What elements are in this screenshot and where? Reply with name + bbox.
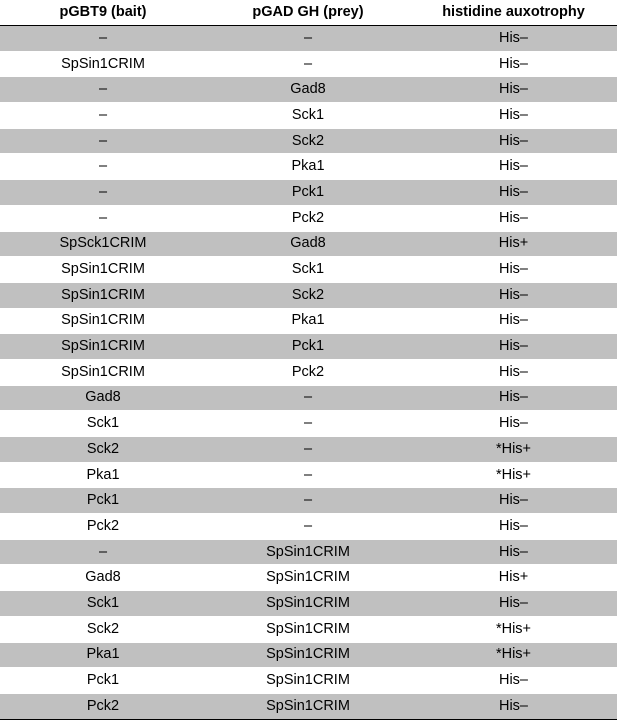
- cell-prey: Gad8: [290, 81, 326, 98]
- table-row: [0, 437, 617, 463]
- cell-prey: Sck1: [291, 261, 325, 278]
- cell-bait: –: [98, 29, 108, 46]
- table-row: [0, 565, 617, 591]
- cell-histidine-auxotrophy: His–: [498, 338, 528, 355]
- cell-prey: Gad8: [290, 235, 326, 252]
- header-bait: pGBT9 (bait): [59, 4, 147, 20]
- cell-histidine-auxotrophy: His–: [498, 543, 528, 560]
- cell-histidine-auxotrophy: His–: [498, 389, 528, 406]
- cell-bait: Sck1: [86, 594, 120, 611]
- cell-histidine-auxotrophy: His–: [498, 55, 528, 72]
- cell-histidine-auxotrophy: His–: [498, 363, 528, 380]
- table-row: [0, 232, 617, 258]
- cell-bait: Pck2: [86, 517, 120, 534]
- header-histidine-auxotrophy: histidine auxotrophy: [442, 4, 585, 20]
- cell-bait: Pck1: [86, 672, 120, 689]
- cell-histidine-auxotrophy: His–: [498, 672, 528, 689]
- cell-prey: –: [303, 29, 313, 46]
- cell-bait: SpSin1CRIM: [61, 286, 145, 303]
- table-row: [0, 77, 617, 103]
- cell-histidine-auxotrophy: His+: [498, 569, 529, 586]
- cell-prey: SpSin1CRIM: [266, 620, 350, 637]
- cell-bait: –: [98, 106, 108, 123]
- table-row: [0, 514, 617, 540]
- cell-histidine-auxotrophy: His–: [498, 697, 528, 714]
- table-row: [0, 360, 617, 386]
- table-row: [0, 488, 617, 514]
- table-row: [0, 309, 617, 335]
- cell-histidine-auxotrophy: His–: [498, 132, 528, 149]
- cell-bait: SpSin1CRIM: [61, 312, 145, 329]
- table-row: [0, 694, 617, 720]
- table-row: [0, 180, 617, 206]
- table-row: [0, 26, 617, 52]
- cell-bait: Gad8: [85, 389, 121, 406]
- cell-histidine-auxotrophy: His–: [498, 312, 528, 329]
- cell-histidine-auxotrophy: His–: [498, 594, 528, 611]
- cell-histidine-auxotrophy: His–: [498, 29, 528, 46]
- cell-prey: –: [303, 492, 313, 509]
- table-row: [0, 103, 617, 129]
- cell-bait: Pka1: [86, 466, 120, 483]
- cell-prey: Pka1: [291, 158, 325, 175]
- table-row: [0, 643, 617, 669]
- cell-prey: Sck2: [291, 286, 325, 303]
- cell-bait: Pck1: [86, 492, 120, 509]
- cell-prey: SpSin1CRIM: [266, 543, 350, 560]
- table-header: [0, 0, 617, 26]
- cell-prey: Pck2: [291, 363, 325, 380]
- cell-bait: –: [98, 543, 108, 560]
- cell-prey: –: [303, 466, 313, 483]
- table-row: [0, 129, 617, 155]
- cell-histidine-auxotrophy: His–: [498, 415, 528, 432]
- cell-bait: SpSin1CRIM: [61, 261, 145, 278]
- cell-bait: SpSck1CRIM: [59, 235, 147, 252]
- table-row: [0, 386, 617, 412]
- cell-bait: SpSin1CRIM: [61, 363, 145, 380]
- cell-bait: Sck2: [86, 440, 120, 457]
- cell-prey: Pck1: [291, 338, 325, 355]
- cell-histidine-auxotrophy: His–: [498, 492, 528, 509]
- cell-bait: SpSin1CRIM: [61, 55, 145, 72]
- cell-prey: Pck2: [291, 209, 325, 226]
- cell-bait: Pka1: [86, 646, 120, 663]
- cell-prey: Pck1: [291, 183, 325, 200]
- cell-bait: Pck2: [86, 697, 120, 714]
- cell-histidine-auxotrophy: His–: [498, 106, 528, 123]
- cell-histidine-auxotrophy: His–: [498, 81, 528, 98]
- cell-bait: –: [98, 132, 108, 149]
- cell-prey: SpSin1CRIM: [266, 594, 350, 611]
- cell-prey: –: [303, 517, 313, 534]
- cell-prey: –: [303, 415, 313, 432]
- cell-bait: –: [98, 158, 108, 175]
- cell-histidine-auxotrophy: His–: [498, 261, 528, 278]
- cell-histidine-auxotrophy: His–: [498, 286, 528, 303]
- cell-prey: SpSin1CRIM: [266, 697, 350, 714]
- cell-bait: Sck1: [86, 415, 120, 432]
- table-row: [0, 283, 617, 309]
- cell-prey: Sck2: [291, 132, 325, 149]
- cell-bait: Sck2: [86, 620, 120, 637]
- header-prey: pGAD GH (prey): [252, 4, 364, 20]
- cell-histidine-auxotrophy: *His+: [495, 440, 532, 457]
- cell-prey: –: [303, 389, 313, 406]
- cell-histidine-auxotrophy: His–: [498, 183, 528, 200]
- cell-histidine-auxotrophy: His+: [498, 235, 529, 252]
- cell-prey: Pka1: [291, 312, 325, 329]
- table-row: [0, 617, 617, 643]
- cell-bait: –: [98, 81, 108, 98]
- cell-prey: SpSin1CRIM: [266, 569, 350, 586]
- table-row: [0, 334, 617, 360]
- table-body: [0, 26, 617, 720]
- cell-histidine-auxotrophy: *His+: [495, 646, 532, 663]
- cell-prey: SpSin1CRIM: [266, 646, 350, 663]
- table-row: [0, 411, 617, 437]
- cell-histidine-auxotrophy: His–: [498, 209, 528, 226]
- cell-histidine-auxotrophy: *His+: [495, 620, 532, 637]
- cell-prey: SpSin1CRIM: [266, 672, 350, 689]
- cell-bait: –: [98, 209, 108, 226]
- table-row: [0, 591, 617, 617]
- cell-prey: –: [303, 55, 313, 72]
- table-row: [0, 257, 617, 283]
- cell-histidine-auxotrophy: His–: [498, 517, 528, 534]
- cell-prey: –: [303, 440, 313, 457]
- cell-histidine-auxotrophy: *His+: [495, 466, 532, 483]
- cell-bait: Gad8: [85, 569, 121, 586]
- table-row: [0, 540, 617, 566]
- cell-bait: –: [98, 183, 108, 200]
- cell-bait: SpSin1CRIM: [61, 338, 145, 355]
- table-row: [0, 154, 617, 180]
- table-row: [0, 52, 617, 78]
- cell-prey: Sck1: [291, 106, 325, 123]
- table-row: [0, 668, 617, 694]
- table-row: [0, 206, 617, 232]
- table-row: [0, 463, 617, 489]
- cell-histidine-auxotrophy: His–: [498, 158, 528, 175]
